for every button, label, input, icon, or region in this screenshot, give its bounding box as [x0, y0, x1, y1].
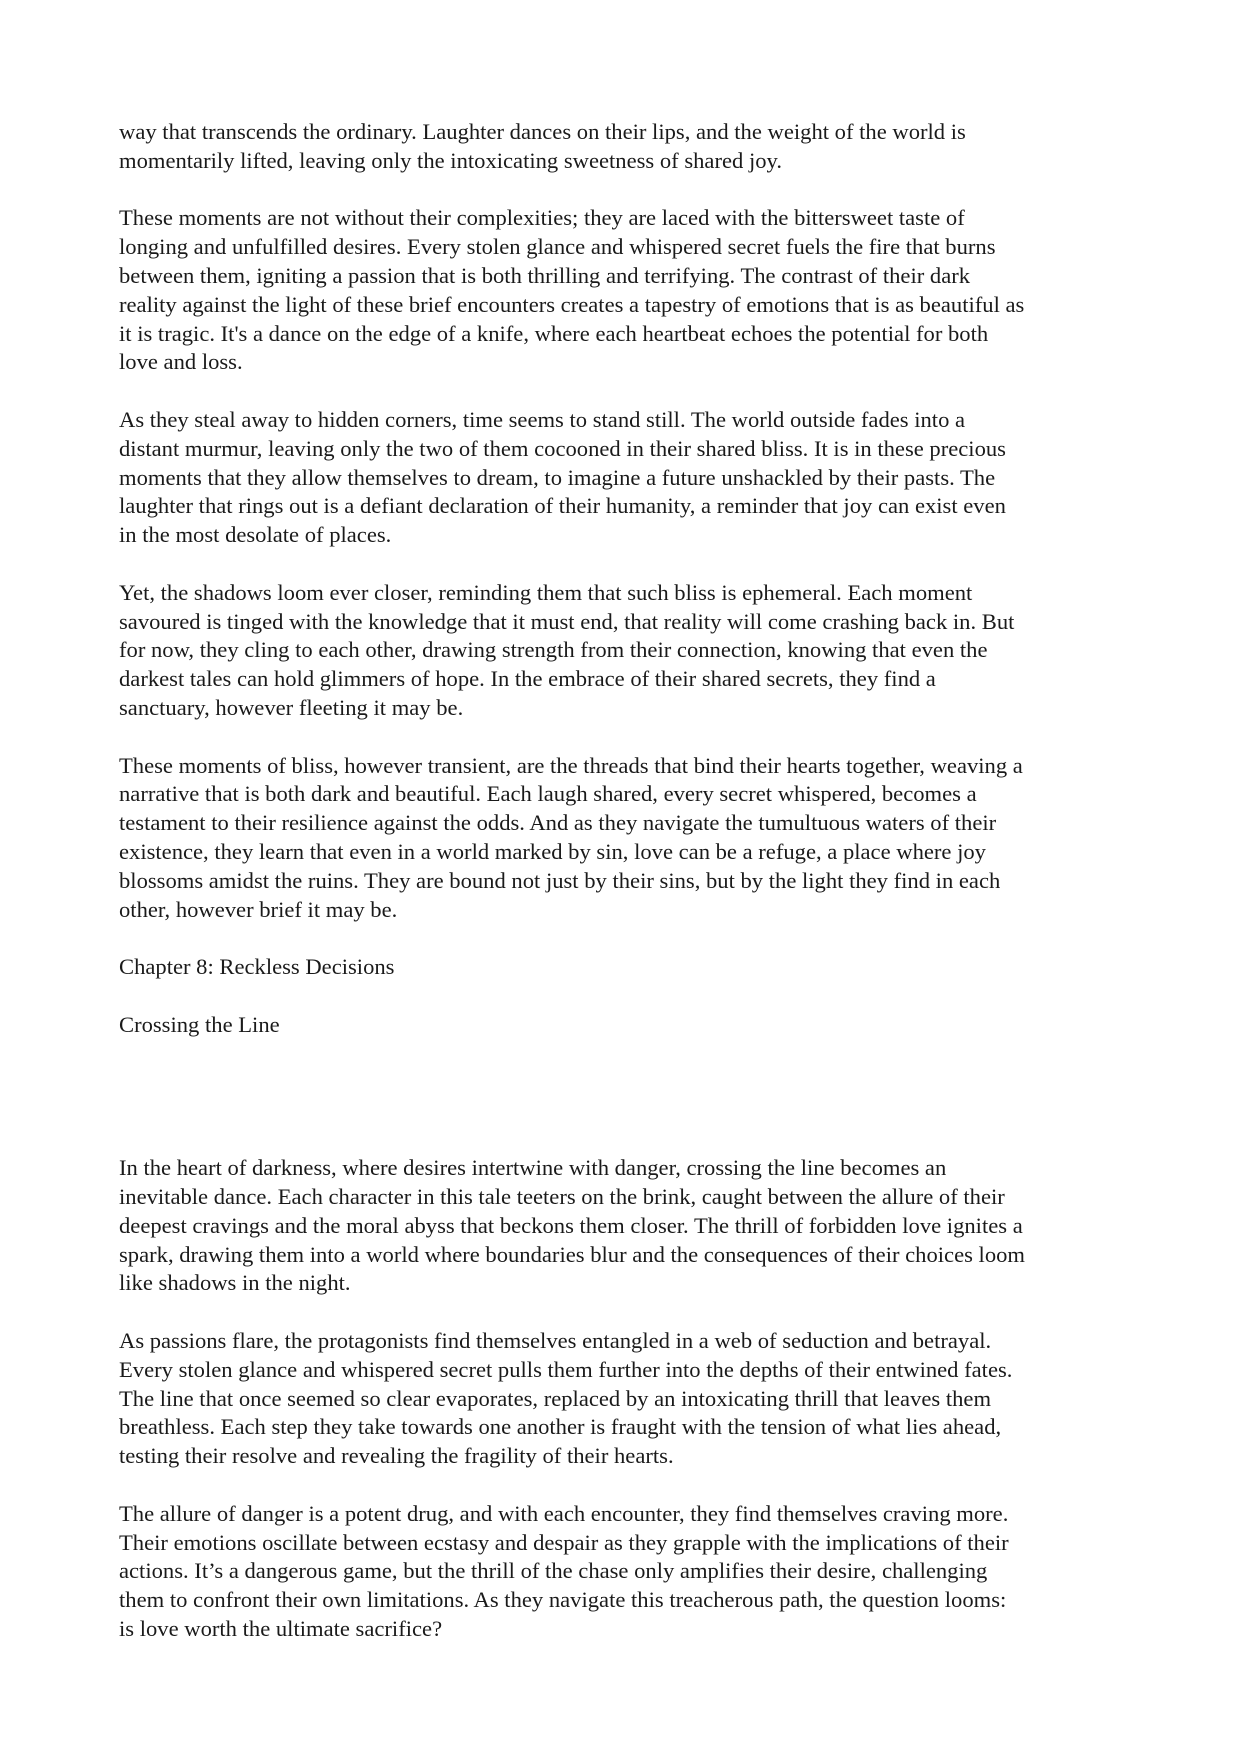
- text-line: narrative that is both dark and beautiful. Each laugh shared, every secret whispered, becomes a: [119, 781, 977, 807]
- text-line: in the most desolate of places.: [119, 522, 392, 548]
- body-paragraph: [119, 118, 1129, 176]
- body-paragraph: [119, 406, 1129, 550]
- text-line: testing their resolve and revealing the fragility of their hearts.: [119, 1443, 674, 1469]
- body-paragraph: [119, 579, 1129, 723]
- text-line: way that transcends the ordinary. Laughter dances on their lips, and the weight of the world is: [119, 119, 966, 144]
- body-paragraph: [119, 1327, 1129, 1471]
- text-line: for now, they cling to each other, drawing strength from their connection, knowing that even the: [119, 637, 988, 663]
- text-line: is love worth the ultimate sacrifice?: [119, 1616, 443, 1642]
- text-line: These moments are not without their complexities; they are laced with the bittersweet taste of: [119, 205, 965, 231]
- body-paragraph: [119, 204, 1129, 377]
- text-line: As they steal away to hidden corners, time seems to stand still. The world outside fades into a: [119, 406, 966, 432]
- text-line: Every stolen glance and whispered secret pulls them further into the depths of their entwined fates.: [119, 1356, 1013, 1382]
- text-line: longing and unfulfilled desires. Every stolen glance and whispered secret fuels the fire that burns: [119, 234, 996, 260]
- text-line: laughter that rings out is a defiant declaration of their humanity, a reminder that joy can exist even: [119, 493, 1006, 519]
- text-line: sanctuary, however fleeting it may be.: [119, 694, 464, 720]
- text-line: other, however brief it may be.: [119, 896, 398, 922]
- text-line: In the heart of darkness, where desires intertwine with danger, crossing the line becomes an: [119, 1155, 947, 1181]
- text-line: breathless. Each step they take towards one another is fraught with the tension of what lies ahead,: [119, 1414, 1002, 1440]
- text-line: it is tragic. It's a dance on the edge of a knife, where each heartbeat echoes the potential for both: [119, 320, 989, 346]
- text-line: The line that once seemed so clear evaporates, replaced by an intoxicating thrill that leaves them: [119, 1385, 992, 1411]
- text-line: deepest cravings and the moral abyss that beckons them closer. The thrill of forbidden love ignites a: [119, 1212, 1023, 1238]
- blank-space: [119, 1068, 1129, 1154]
- body-paragraph: [119, 752, 1129, 925]
- text-line: The allure of danger is a potent drug, and with each encounter, they find themselves craving more.: [119, 1500, 1009, 1526]
- body-paragraph: [119, 1500, 1129, 1644]
- document-page: [119, 118, 1129, 1673]
- body-paragraph: [119, 1154, 1129, 1298]
- text-line: savoured is tinged with the knowledge that it must end, that reality will come crashing back in. But: [119, 608, 1015, 634]
- text-line: moments that they allow themselves to dream, to imagine a future unshackled by their pasts. The: [119, 464, 996, 490]
- text-line: spark, drawing them into a world where boundaries blur and the consequences of their choices loom: [119, 1241, 1025, 1267]
- chapter-heading: Chapter 8: Reckless Decisions: [119, 954, 395, 980]
- text-line: darkest tales can hold glimmers of hope. In the embrace of their shared secrets, they find a: [119, 666, 936, 692]
- text-line: love and loss.: [119, 349, 243, 375]
- text-line: As passions flare, the protagonists find themselves entangled in a web of seduction and betrayal.: [119, 1328, 992, 1354]
- text-line: like shadows in the night.: [119, 1270, 351, 1296]
- text-line: blossoms amidst the ruins. They are bound not just by their sins, but by the light they find in each: [119, 867, 1001, 893]
- text-line: inevitable dance. Each character in this tale teeters on the brink, caught between the allure of their: [119, 1184, 1005, 1210]
- text-line: These moments of bliss, however transient, are the threads that bind their hearts together, weaving a: [119, 752, 1023, 778]
- paragraphs-before: [119, 118, 1129, 924]
- text-line: distant murmur, leaving only the two of them cocooned in their shared bliss. It is in these precious: [119, 435, 1006, 461]
- text-line: Their emotions oscillate between ecstasy and despair as they grapple with the implications of their: [119, 1529, 1009, 1555]
- text-line: them to confront their own limitations. As they navigate this treacherous path, the question looms:: [119, 1587, 1007, 1613]
- section-heading: Crossing the Line: [119, 1011, 280, 1037]
- text-line: Yet, the shadows loom ever closer, reminding them that such bliss is ephemeral. Each moment: [119, 579, 973, 605]
- text-line: reality against the light of these brief encounters creates a tapestry of emotions that is as beautiful as: [119, 291, 1025, 317]
- text-line: momentarily lifted, leaving only the intoxicating sweetness of shared joy.: [119, 147, 783, 173]
- text-line: testament to their resilience against the odds. And as they navigate the tumultuous waters of their: [119, 810, 997, 836]
- text-line: between them, igniting a passion that is both thrilling and terrifying. The contrast of their dark: [119, 262, 971, 288]
- text-line: actions. It’s a dangerous game, but the thrill of the chase only amplifies their desire, challenging: [119, 1558, 988, 1584]
- text-line: existence, they learn that even in a world marked by sin, love can be a refuge, a place where joy: [119, 838, 986, 864]
- paragraphs-after: [119, 1154, 1129, 1644]
